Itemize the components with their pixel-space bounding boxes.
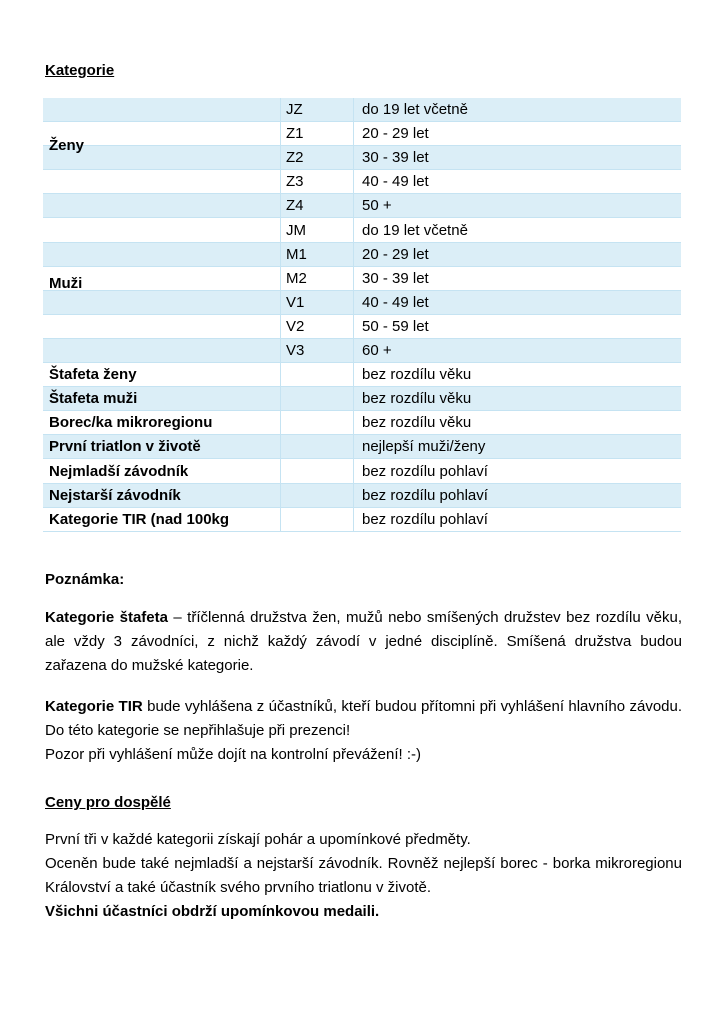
poznamka-heading: Poznámka: xyxy=(45,571,125,588)
table-row xyxy=(43,170,681,194)
ceny-line-3: Všichni účastníci obdrží upomínkovou medaili. xyxy=(45,903,380,920)
category-description: 40 - 49 let xyxy=(362,293,429,311)
table-row xyxy=(43,508,681,532)
table-row xyxy=(43,194,681,218)
category-code: M2 xyxy=(286,269,307,287)
note-tir-text: bude vyhlášena z účastníků, kteří budou přítomni při vyhlášení hlavního závodu. Do této kategorie se nepřihlašuje při prezenci! xyxy=(45,698,683,739)
table-row xyxy=(43,363,681,387)
category-description: bez rozdílu věku xyxy=(362,390,472,408)
kategorie-heading: Kategorie xyxy=(45,62,115,79)
table-row xyxy=(43,339,681,363)
category-name: Nejstarší závodník xyxy=(49,486,181,504)
ceny-heading: Ceny pro dospělé xyxy=(45,794,171,811)
category-description: do 19 let včetně xyxy=(362,221,468,239)
table-row xyxy=(43,411,681,435)
category-name: První triatlon v životě xyxy=(49,438,201,456)
category-description: 60 + xyxy=(362,342,392,359)
note-stafeta-bold: Kategorie štafeta xyxy=(45,609,168,626)
table-row xyxy=(43,267,681,291)
category-name: Kategorie TIR (nad 100kg xyxy=(49,510,230,528)
note-stafeta-paragraph xyxy=(45,606,682,678)
table-row xyxy=(43,243,681,267)
category-description: bez rozdílu věku xyxy=(362,366,472,384)
category-code: Z4 xyxy=(286,197,304,215)
category-code: Z2 xyxy=(286,149,304,167)
category-description: nejlepší muži/ženy xyxy=(362,438,486,456)
category-description: 20 - 29 let xyxy=(362,245,429,263)
category-description: bez rozdílu pohlaví xyxy=(362,510,488,528)
category-name: Borec/ka mikroregionu xyxy=(49,414,213,432)
category-code: V3 xyxy=(286,342,305,359)
category-description: bez rozdílu pohlaví xyxy=(362,486,488,504)
category-name: Štafeta muži xyxy=(49,390,138,408)
category-code: JM xyxy=(286,221,306,239)
category-code: Z3 xyxy=(286,173,304,191)
table-row xyxy=(43,146,681,170)
table-row xyxy=(43,435,681,459)
group-label-muzi: Muži xyxy=(49,275,83,292)
ceny-line-1: První tři v každé kategorii získají pohár a upomínkové předměty. xyxy=(45,831,471,848)
category-description: 50 + xyxy=(362,197,392,215)
note-tir-paragraph xyxy=(45,695,682,743)
category-code: Z1 xyxy=(286,125,304,143)
column-divider-code xyxy=(280,98,281,532)
table-row xyxy=(43,122,681,146)
table-row xyxy=(43,484,681,508)
table-row xyxy=(43,460,681,484)
category-description: bez rozdílu věku xyxy=(362,414,472,432)
category-description: 50 - 59 let xyxy=(362,317,429,335)
note-tir-bold: Kategorie TIR xyxy=(45,698,143,715)
category-name: Nejmladší závodník xyxy=(49,462,189,480)
category-code: JZ xyxy=(286,101,303,118)
category-code: V2 xyxy=(286,317,305,335)
category-description: bez rozdílu pohlaví xyxy=(362,462,488,480)
category-description: 30 - 39 let xyxy=(362,149,429,167)
table-row xyxy=(43,98,681,122)
table-row xyxy=(43,291,681,315)
category-name: Štafeta ženy xyxy=(49,366,137,384)
table-row xyxy=(43,315,681,339)
categories-table xyxy=(43,98,681,532)
ceny-line-2: Oceněn bude také nejmladší a nejstarší závodník. Rovněž nejlepší borec - borka mikroregionu Království a také účastník svého prvního triatlonu v životě. xyxy=(45,855,682,896)
category-description: 40 - 49 let xyxy=(362,173,429,191)
category-description: 20 - 29 let xyxy=(362,125,429,143)
note-stafeta-text: – tříčlenná družstva žen, mužů nebo smíšených družstev bez rozdílu věku, ale vždy 3 závodníci, z nichž každý závodí v jedné disciplíně. Smíšená družstva budou zařazena do mužské kategorie. xyxy=(45,609,682,674)
note-tir-warning: Pozor při vyhlášení může dojít na kontrolní převážení! :-) xyxy=(45,746,422,763)
table-row xyxy=(43,219,681,243)
category-description: do 19 let včetně xyxy=(362,101,468,118)
group-label-zeny: Ženy xyxy=(49,137,85,154)
category-description: 30 - 39 let xyxy=(362,269,429,287)
category-code: V1 xyxy=(286,293,305,311)
column-divider-description xyxy=(353,98,354,532)
table-row xyxy=(43,387,681,411)
category-code: M1 xyxy=(286,245,307,263)
